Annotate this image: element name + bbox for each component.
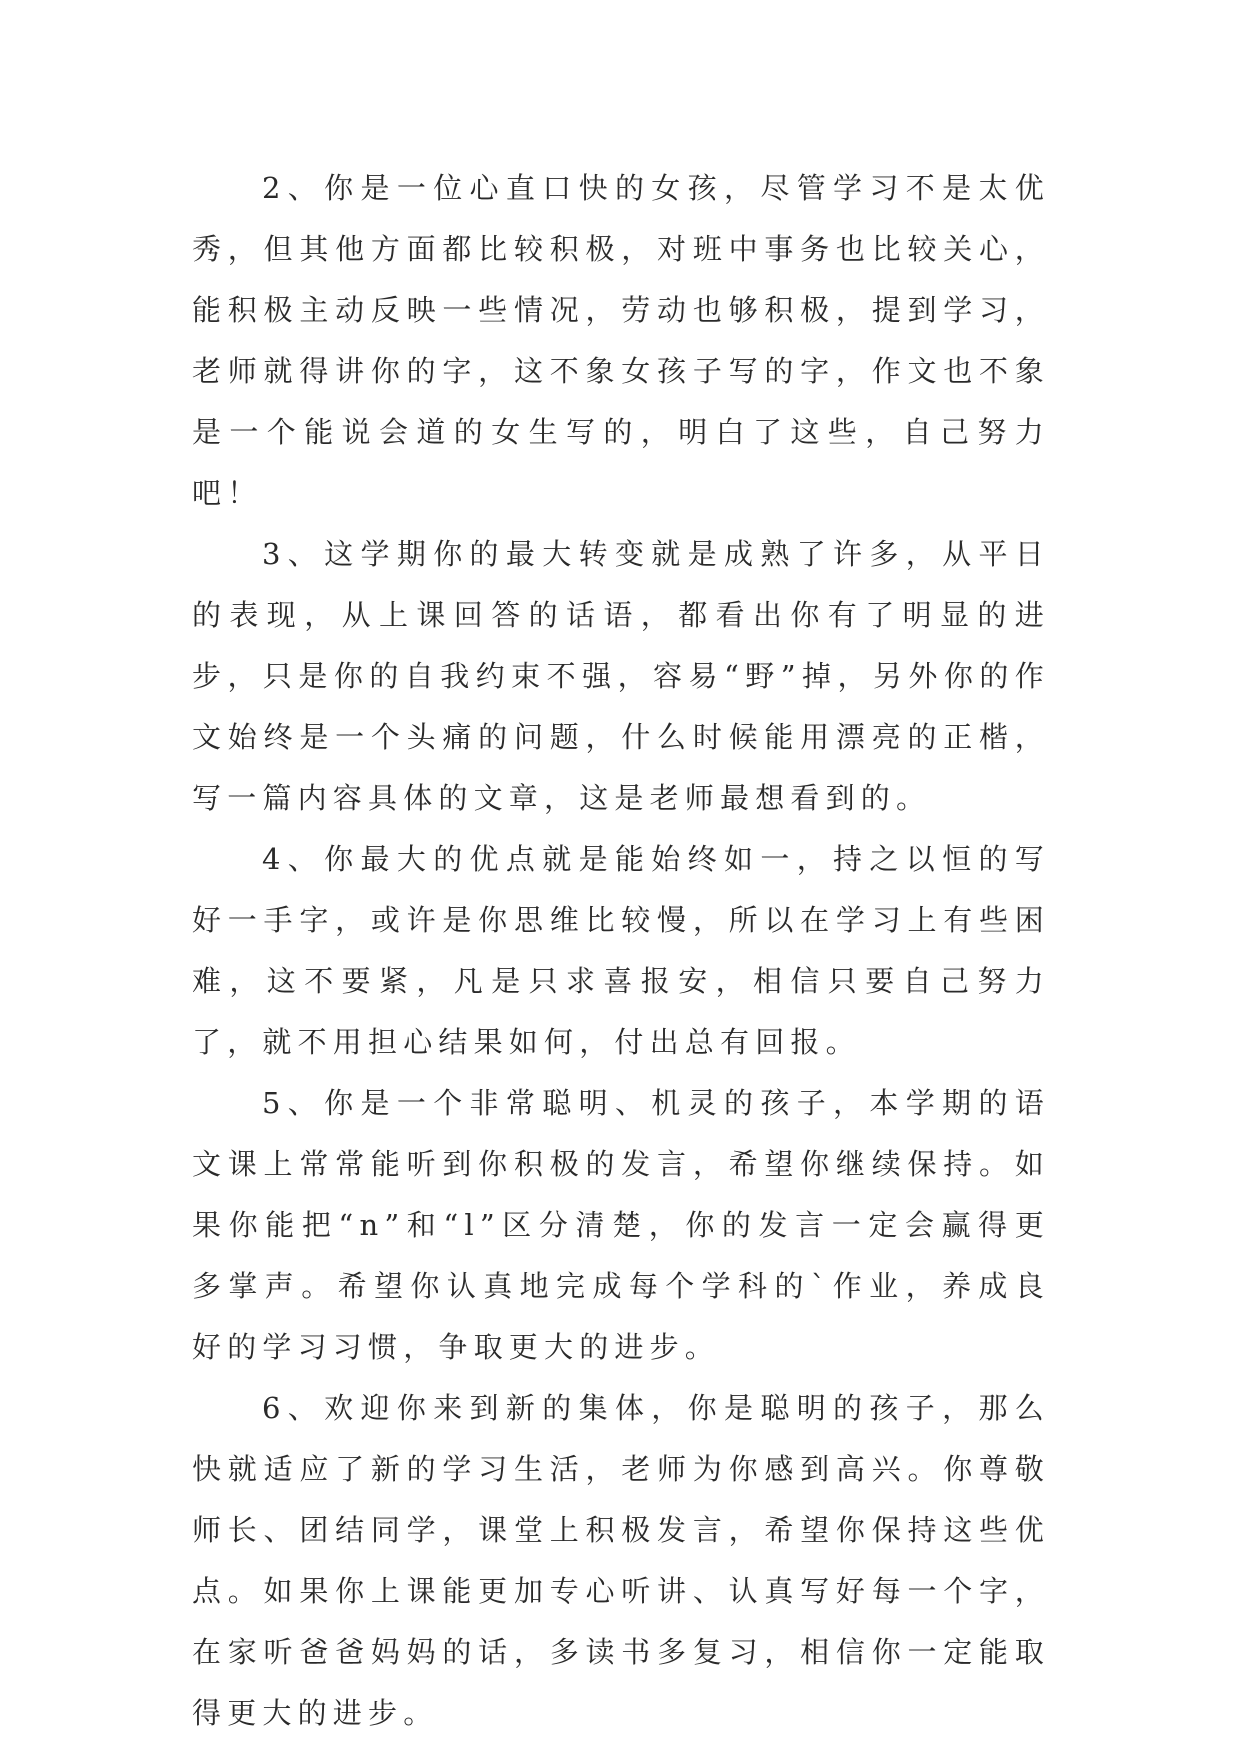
comment-paragraph-2: 2、你是一位心直口快的女孩，尽管学习不是太优秀，但其他方面都比较积极，对班中事务也比较关心，能积极主动反映一些情况，劳动也够积极，提到学习，老师就得讲你的字，这不象女孩子写的字，作文也不象是一个能说会道的女生写的，明白了这些，自己努力吧！ <box>192 171 1050 510</box>
document-body <box>192 158 1050 1744</box>
comment-paragraph-4: 4、你最大的优点就是能始终如一，持之以恒的写好一手字，或许是你思维比较慢，所以在学习上有些困难，这不要紧，凡是只求喜报安，相信只要自己努力了，就不用担心结果如何，付出总有回报。 <box>192 842 1050 1059</box>
comment-paragraph-6: 6、欢迎你来到新的集体，你是聪明的孩子，那么快就适应了新的学习生活，老师为你感到高兴。你尊敬师长、团结同学，课堂上积极发言，希望你保持这些优点。如果你上课能更加专心听讲、认真写好每一个字，在家听爸爸妈妈的话，多读书多复习，相信你一定能取得更大的进步。 <box>192 1391 1050 1730</box>
comment-paragraph-5: 5、你是一个非常聪明、机灵的孩子，本学期的语文课上常常能听到你积极的发言，希望你继续保持。如果你能把“n”和“l”区分清楚，你的发言一定会赢得更多掌声。希望你认真地完成每个学科的`作业，养成良好的学习习惯，争取更大的进步。 <box>192 1086 1050 1364</box>
comment-paragraph-3: 3、这学期你的最大转变就是成熟了许多，从平日的表现，从上课回答的话语，都看出你有了明显的进步，只是你的自我约束不强，容易“野”掉，另外你的作文始终是一个头痛的问题，什么时候能用漂亮的正楷，写一篇内容具体的文章，这是老师最想看到的。 <box>192 537 1050 815</box>
